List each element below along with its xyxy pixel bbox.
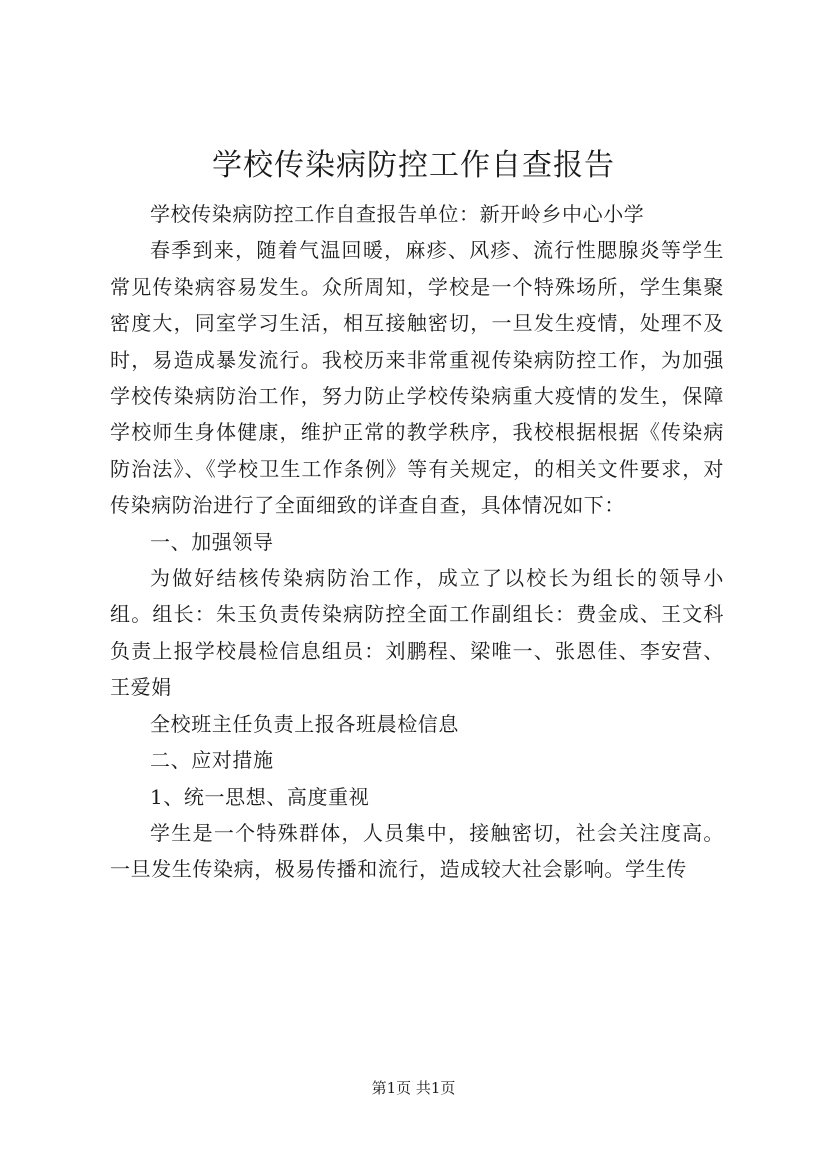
section-heading-measures: 二、应对措施 (150, 748, 274, 773)
document-body (110, 196, 724, 888)
paragraph-students-group: 学生是一个特殊群体，人员集中，接触密切，社会关注度高。一旦发生传染病，极易传播和流行，造成较大社会影响。学生传 (110, 820, 724, 882)
paragraph-introduction: 春季到来，随着气温回暖，麻疹、风疹、流行性腮腺炎等学生常见传染病容易发生。众所周知，学校是一个特殊场所，学生集聚密度大，同室学习生活，相互接触密切，一旦发生疫情，处理不及时，易造成暴发流行。我校历来非常重视传染病防控工作，为加强学校传染病防治工作，努力防止学校传染病重大疫情的发生，保障学校师生身体健康，维护正常的教学秩序，我校根据根据《传染病防治法》、《学校卫生工作条例》等有关规定，的相关文件要求，对传染病防治进行了全面细致的详查自查，具体情况如下： (110, 238, 724, 518)
paragraph-report-unit: 学校传染病防控工作自查报告单位：新开岭乡中心小学 (150, 202, 645, 226)
paragraph-leadership-group: 为做好结核传染病防治工作，成立了以校长为组长的领导小组。组长：朱玉负责传染病防控全面工作副组长：费金成、王文科负责上报学校晨检信息组员：刘鹏程、梁唯一、张恩佳、李安营、王爱娟 (110, 566, 724, 700)
section-heading-leadership: 一、加强领导 (150, 529, 274, 554)
page-number-footer: 第1页 共1页 (371, 1079, 456, 1097)
paragraph-class-teachers: 全校班主任负责上报各班晨检信息 (150, 711, 459, 736)
subsection-heading-unify-thinking: 1、统一思想、高度重视 (150, 784, 370, 809)
document-title: 学校传染病防控工作自查报告 (212, 148, 615, 183)
